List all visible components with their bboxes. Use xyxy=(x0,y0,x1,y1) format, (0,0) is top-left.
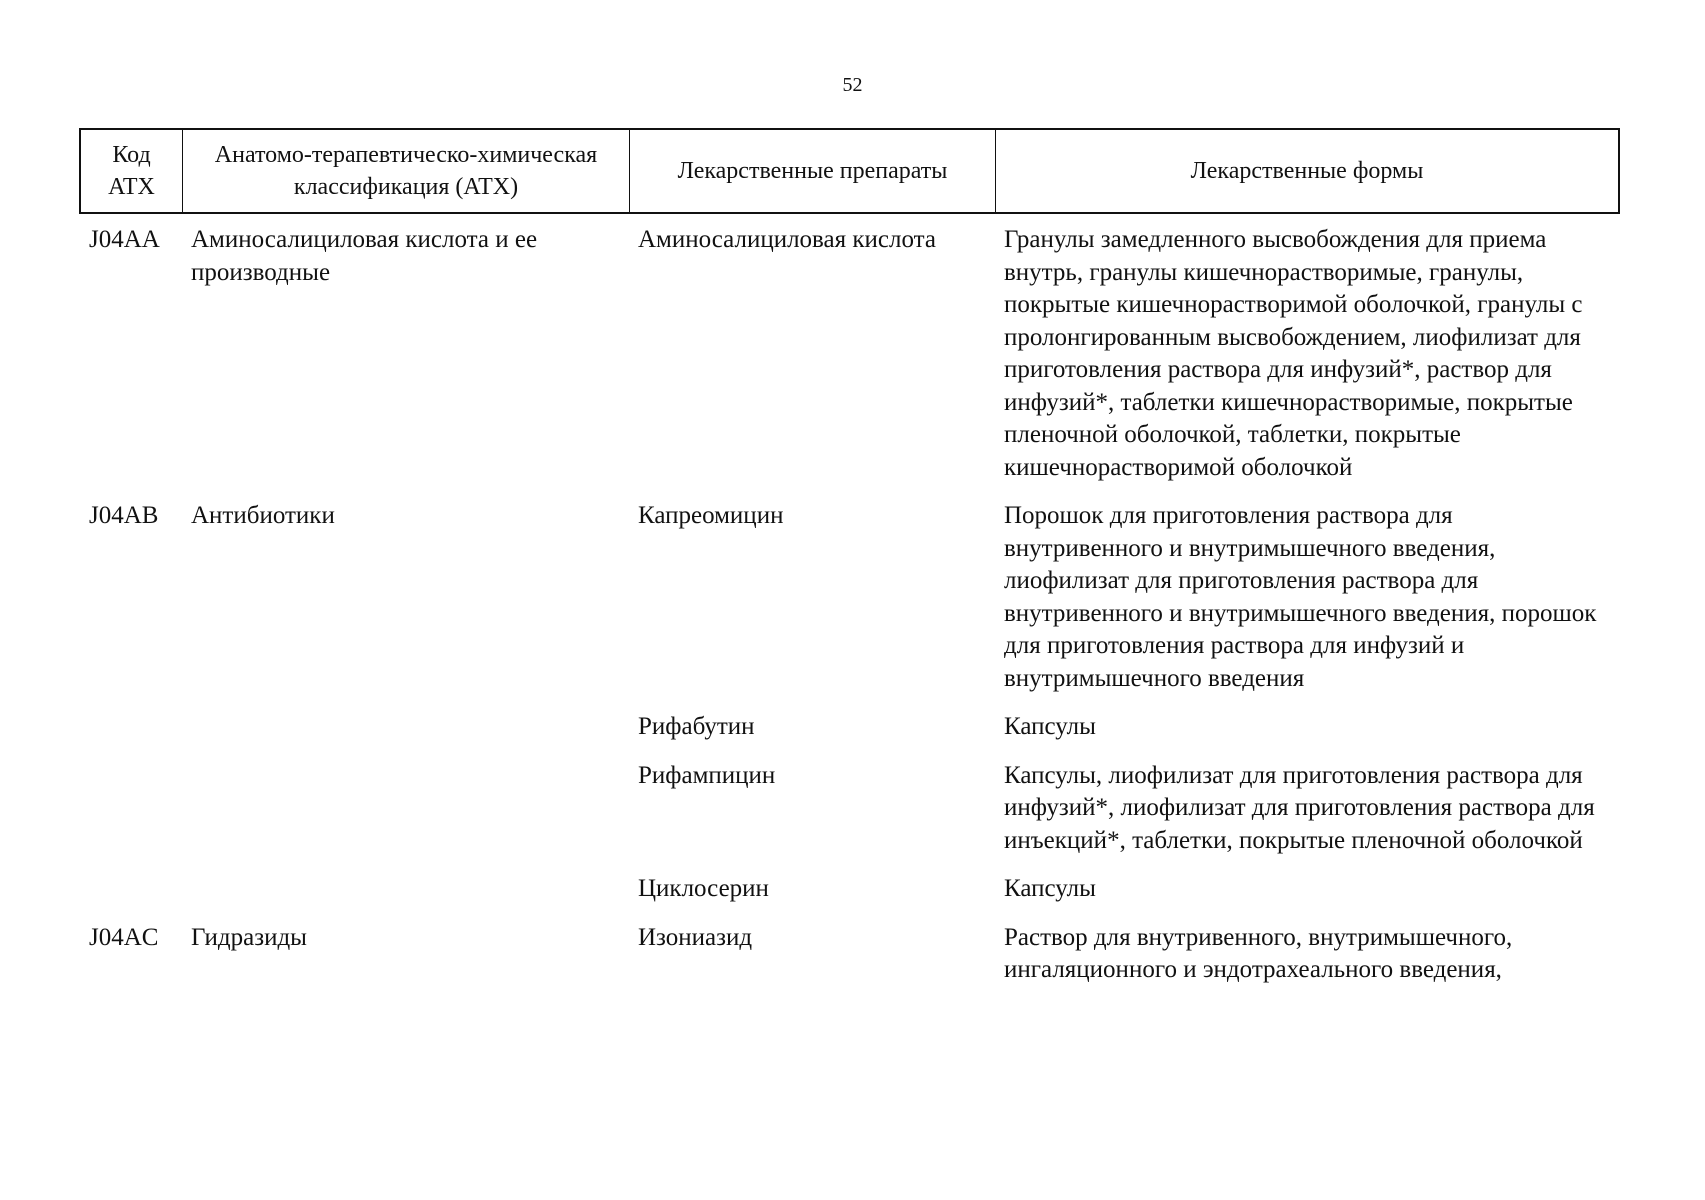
dosage-forms: Капсулы xyxy=(1004,875,1096,902)
atx-code: J04AA xyxy=(89,226,160,253)
table-row xyxy=(79,224,1620,484)
table-row xyxy=(79,711,1620,744)
table-row xyxy=(79,760,1620,858)
header-drugs: Лекарственные препараты xyxy=(630,130,996,212)
drug-name: Циклосерин xyxy=(638,875,769,902)
dosage-forms: Порошок для приготовления раствора для внутривенного и внутримышечного введения, лиофилизат для приготовления раствора для внутривенного и внутримышечного введения, порошок для приготовления раствора для инфузий и внутримышечного введения xyxy=(1004,502,1597,692)
drug-name: Аминосалициловая кислота xyxy=(638,226,936,253)
atx-classification xyxy=(181,873,628,906)
table-body xyxy=(79,224,1620,1003)
drug-name: Изониазид xyxy=(638,923,753,951)
table-row xyxy=(79,500,1620,695)
atx-code xyxy=(79,711,181,744)
header-code: Код ATX xyxy=(81,130,183,212)
dosage-forms: Капсулы, лиофилизат для приготовления раствора для инфузий*, лиофилизат для приготовления раствора для инъекций*, таблетки, покрытые пленочной оболочкой xyxy=(1004,761,1595,854)
drug-name: Рифабутин xyxy=(638,713,755,740)
table-header xyxy=(79,128,1620,214)
atx-code xyxy=(79,760,181,858)
page-number: 52 xyxy=(842,74,863,96)
atx-classification: Гидразиды xyxy=(191,923,307,951)
drug-name: Капреомицин xyxy=(638,502,784,529)
atx-code: J04AC xyxy=(89,923,159,951)
dosage-forms: Гранулы замедленного высвобождения для приема внутрь, гранулы кишечнорастворимые, гранулы, покрытые кишечнорастворимой оболочкой, гранулы с пролонгированным высвобождением, лиофилизат для приготовления раствора для инфузий*, раствор для инфузий*, таблетки кишечнорастворимые, покрытые пленочной оболочкой, таблетки, покрытые кишечнорастворимой оболочкой xyxy=(1004,226,1583,481)
atx-classification: Антибиотики xyxy=(191,502,335,529)
atx-classification xyxy=(181,760,628,858)
table-row xyxy=(79,922,1620,987)
atx-classification: Аминосалициловая кислота и ее производные xyxy=(191,226,538,286)
atx-code xyxy=(79,873,181,906)
dosage-forms: Капсулы xyxy=(1004,713,1096,740)
header-forms: Лекарственные формы xyxy=(1190,158,1424,184)
atx-code: J04AB xyxy=(89,502,159,529)
table-row xyxy=(79,873,1620,906)
atx-classification xyxy=(181,711,628,744)
dosage-forms: Раствор для внутривенного, внутримышечного, ингаляционного и эндотрахеального введения, xyxy=(1004,923,1513,983)
drug-name: Рифампицин xyxy=(638,761,776,789)
header-classification: Анатомо-терапевтическо-химическая классификация (ATX) xyxy=(183,130,630,212)
